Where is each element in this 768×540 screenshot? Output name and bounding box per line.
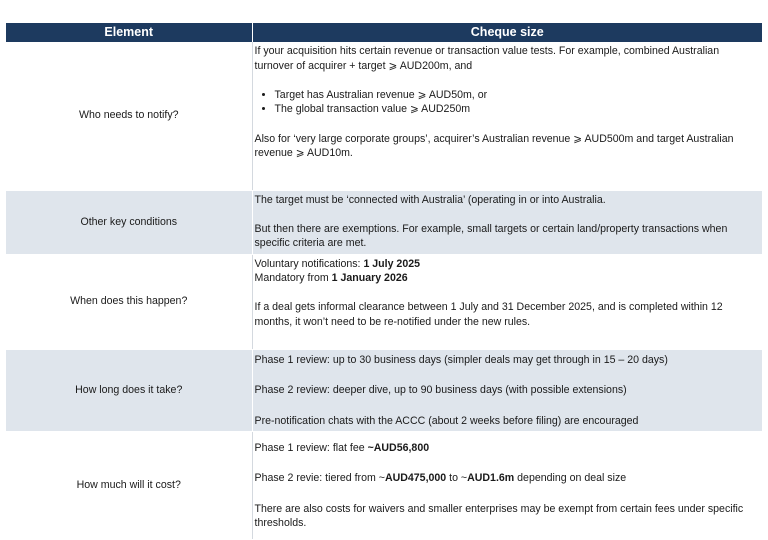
paragraph: [255, 471, 761, 486]
paragraph: Phase 2 review: deeper dive, up to 90 business days (with possible extensions): [254, 384, 627, 397]
row-content: [252, 190, 762, 254]
header-element: Element: [6, 23, 252, 42]
paragraph: But then there are exemptions. For example, small targets or certain land/property transactions when specific criteria are met.: [254, 222, 728, 250]
table-row-who-needs-to-notify: [6, 42, 762, 190]
date: 1 July 2025: [363, 257, 420, 270]
row-label: How long does it take?: [6, 349, 252, 431]
paragraph: [255, 441, 761, 456]
row-content: [252, 42, 762, 190]
paragraph: If your acquisition hits certain revenue or transaction value tests. For example, combined Australian turnover of acquirer + target ⩾ AUD200m, and: [254, 45, 720, 72]
header-cheque-size: Cheque size: [252, 23, 762, 42]
text: Phase 2 revie: tiered from ~: [254, 472, 385, 485]
text: to ~: [446, 472, 468, 485]
fee-value: AUD475,000: [384, 472, 447, 485]
row-content: [252, 431, 762, 539]
table-row-how-much-will-it-cost: [6, 431, 762, 539]
date: 1 January 2026: [331, 272, 408, 285]
paragraph: If a deal gets informal clearance between 1 July and 31 December 2025, and is completed within 12 months, it won’t need to be re-notified under the new rules.: [254, 301, 723, 328]
table-row-when-does-this-happen: [6, 254, 762, 349]
paragraph: There are also costs for waivers and smaller enterprises may be exempt from certain fees under specific thresholds.: [254, 502, 744, 530]
table-row-other-key-conditions: [6, 190, 762, 254]
row-label: When does this happen?: [6, 254, 252, 349]
paragraph: Pre-notification chats with the ACCC (about 2 weeks before filing) are encouraged: [254, 414, 639, 427]
fee-value: AUD1.6m: [467, 472, 515, 485]
bullet-list: [255, 88, 761, 117]
row-content: [252, 254, 762, 349]
row-label: Who needs to notify?: [6, 42, 252, 190]
text: depending on deal size: [514, 472, 627, 485]
list-item: • The global transaction value ⩾ AUD250m: [275, 102, 761, 117]
paragraph: The target must be ‘connected with Australia’ (operating in or into Australia.: [254, 193, 606, 206]
row-content: [252, 349, 762, 431]
fee-value: ~AUD56,800: [367, 441, 430, 454]
row-label: Other key conditions: [6, 190, 252, 254]
text: Mandatory from: [254, 272, 332, 285]
list-item: • Target has Australian revenue ⩾ AUD50m, or: [275, 88, 761, 103]
paragraph: Phase 1 review: up to 30 business days (simpler deals may get through in 15 – 20 days): [254, 353, 668, 366]
table-header-row: [6, 23, 762, 42]
paragraph: [255, 257, 761, 272]
paragraph: [255, 271, 761, 286]
row-label: How much will it cost?: [6, 431, 252, 539]
cheque-size-table: [6, 23, 762, 540]
paragraph: Also for ‘very large corporate groups’, acquirer’s Australian revenue ⩾ AUD500m and target Australian revenue ⩾ AUD10m.: [254, 132, 734, 160]
text: Phase 1 review: flat fee: [254, 441, 368, 454]
table-row-how-long-does-it-take: [6, 349, 762, 431]
text: Voluntary notifications:: [254, 257, 364, 270]
